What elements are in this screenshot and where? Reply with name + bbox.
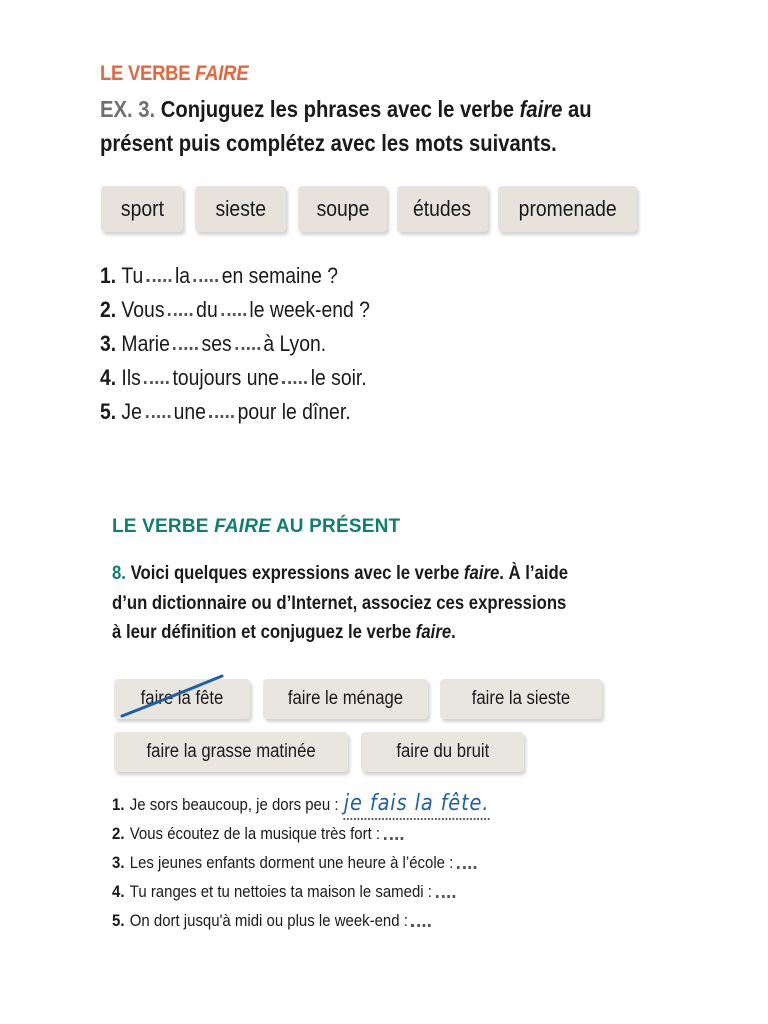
section2-instruction-line1 [112,561,630,587]
word-chip-label: soupe [316,196,369,221]
item-text: en semaine ? [221,263,338,288]
word-chip[interactable] [498,186,637,232]
item-text: ses [201,331,232,356]
item-number: 3. [100,331,117,356]
blank[interactable] [384,833,403,840]
section2-title-verb: FAIRE [214,516,272,537]
section1-title-text: LE VERBE [100,62,196,85]
blank[interactable] [411,920,430,927]
word-chip-label: promenade [518,196,617,221]
instruction-text-end: au [562,96,592,122]
instruction-text: Conjuguez les phrases avec le verbe [160,96,520,122]
exercise-item [100,296,407,324]
item-text: Les jeunes enfants dorment une heure à l’école : [129,853,454,872]
word-chip-label: sieste [215,196,266,221]
word-chip-label: sport [120,196,164,221]
exercise-label: EX. 3. [100,96,156,122]
word-chip[interactable] [298,186,387,232]
instruction-text: à leur définition et conjuguez le verbe [112,622,416,643]
section1-title [100,62,269,86]
blank[interactable] [173,343,198,350]
item-text: Tu ranges et tu nettoies ta maison le samedi : [129,882,432,901]
item-number: 1. [100,263,117,288]
word-chip-label: études [413,196,472,221]
item-number: 5. [100,399,117,424]
item-text: le week-end ? [249,297,370,322]
instruction-text-end: . [451,622,456,643]
exercise-item [100,398,385,426]
expression-chip-label: faire du bruit [396,741,489,762]
item-number: 2. [112,824,125,843]
word-chip[interactable] [101,186,183,232]
item-number: 2. [100,297,117,322]
word-chip[interactable] [397,186,488,232]
item-text: du [196,297,218,322]
blank[interactable] [235,343,260,350]
section2-title [112,516,400,538]
item-number: 3. [112,853,125,872]
item-number: 4. [100,365,117,390]
exercise-number: 8. [112,563,126,584]
blank[interactable] [435,891,454,898]
blank[interactable] [457,862,476,869]
instruction-verb: faire [463,563,500,584]
expression-chip[interactable] [263,679,428,719]
blank[interactable] [147,275,172,282]
expression-chip-label: faire la sieste [471,688,571,709]
section1-instruction-line1 [100,95,659,123]
expression-chip-label: faire la fête [140,688,224,709]
item-text: pour le dîner. [237,399,351,424]
item-text: toujours une [172,365,280,390]
item-text: à Lyon. [263,331,327,356]
item-number: 1. [112,795,125,814]
section2-title-tail: AU PRÉSENT [271,516,401,537]
word-chip[interactable] [195,186,286,232]
blank[interactable] [283,377,308,384]
expression-chip-label: faire la grasse matinée [146,741,316,762]
expression-chip[interactable] [361,732,524,772]
item-text: On dort jusqu'à midi ou plus le week-end : [129,911,408,930]
item-text: une [173,399,206,424]
blank[interactable] [145,411,170,418]
section1-instruction-line2 [100,129,619,157]
definition-item [112,909,474,933]
exercise-item [100,262,370,290]
definition-item [112,880,502,904]
item-text: la [174,263,191,288]
section2-instruction-line3 [112,620,503,646]
item-text: Je [121,399,142,424]
definition-item [112,792,541,820]
section1-title-verb: FAIRE [195,62,249,85]
expression-chip[interactable] [114,732,348,772]
instruction-verb: faire [415,622,452,643]
item-text: Ils [121,365,141,390]
section2-instruction-line2 [112,591,628,617]
expression-chip[interactable] [440,679,602,719]
item-text: Tu [121,263,144,288]
section2-title-text: LE VERBE [112,516,215,537]
instruction-text-end: . À l’aide [499,563,569,584]
blank[interactable] [168,309,193,316]
item-text: Vous écoutez de la musique très fort : [129,824,381,843]
blank[interactable] [221,309,246,316]
strike-through-mark [118,672,228,722]
item-number: 5. [112,911,125,930]
blank[interactable] [144,377,169,384]
exercise-item [100,330,357,358]
handwritten-answer[interactable]: je fais la fête. [344,792,490,820]
blank[interactable] [209,411,234,418]
blank[interactable] [194,275,219,282]
definition-item [112,822,443,846]
item-text: Vous [121,297,165,322]
instruction-text: Voici quelques expressions avec le verbe [125,563,464,584]
item-number: 4. [112,882,125,901]
definition-item [112,851,526,875]
instruction-text: présent puis complétez avec les mots suivants. [100,130,557,156]
item-text: Marie [121,331,170,356]
item-text: Je sors beaucoup, je dors peu : [129,795,339,814]
exercise-item [100,364,403,392]
expression-chip-label: faire le ménage [287,688,404,709]
instruction-text: d’un dictionnaire ou d’Internet, associez ces expressions [112,593,567,614]
item-text: le soir. [310,365,367,390]
instruction-verb: faire [519,96,563,122]
